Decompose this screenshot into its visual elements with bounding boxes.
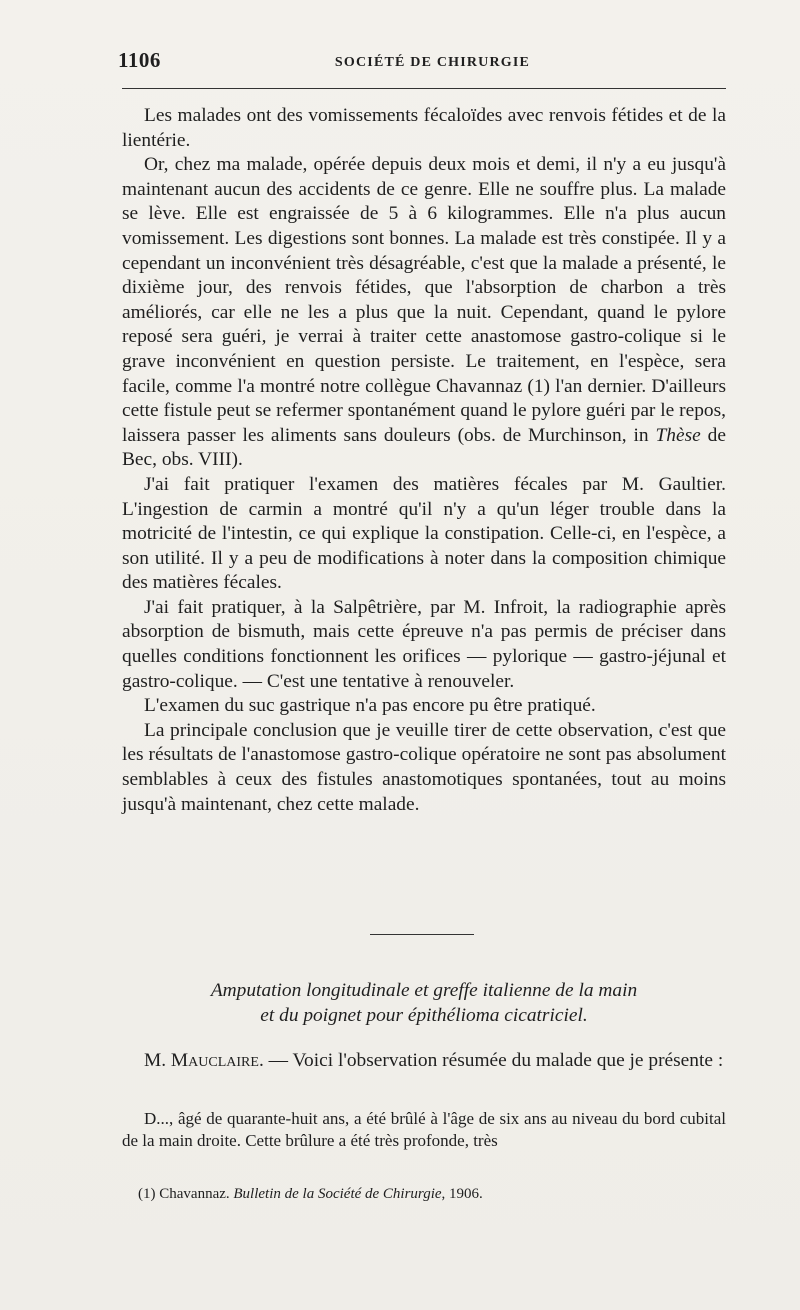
footnote-author: Chavannaz. [159,1186,230,1202]
paragraph-2 [122,153,726,473]
footnote-marker: (1) [138,1186,156,1202]
section-title-line-2: et du poignet pour épithélioma cicatriciel. [260,1005,588,1026]
paragraph-1: Les malades ont des vomissements fécaloïdes avec renvois fétides et de la lientérie. [122,105,726,151]
author-name: M. Mauclaire. [144,1050,264,1071]
page-header [110,46,725,76]
paragraph-5: L'examen du suc gastrique n'a pas encore pu être pratiqué. [144,695,596,717]
paragraph-2-italic: Thèse [655,424,701,446]
section-title-line-1: Amputation longitudinale et greffe italienne de la main [210,980,638,1001]
section-title [122,978,726,1028]
running-head: SOCIÉTÉ DE CHIRURGIE [334,55,531,70]
paragraph-2-tail: de Bec, obs. VIII). [122,424,726,471]
footnote-source: Bulletin de la Société de Chirurgie [233,1186,442,1202]
observation-intro-text: — Voici l'observation résumée du malade que je présente : [263,1050,724,1071]
paragraph-3: J'ai fait pratiquer l'examen des matières fécales par M. Gaultier. L'ingestion de carmin a montré qu'il n'y a qu'un léger trouble dans la motricité de l'intestin, ce qui explique la constipation. Celle-ci, en l'espèce, a son utilité. Il y a peu de modifications à noter dans la composition chimique des matières fécales. [122,473,726,594]
body-text [122,104,726,817]
observation-text [122,1108,726,1152]
paragraph-6: La principale conclusion que je veuille tirer de cette observation, c'est que les résultats de l'anastomose gastro-colique opératoire ne sont pas absolument semblables à ceux des fistules anastomotiques spontanées, tout au moins jusqu'à maintenant, chez cette malade. [122,719,726,815]
observation-intro [122,1049,726,1074]
paragraph-4: J'ai fait pratiquer, à la Salpêtrière, par M. Infroit, la radiographie après absorption de bismuth, mais cette épreuve n'a pas permis de préciser dans quelles conditions fonctionnent les orifices — pylorique — gastro-jéjunal et gastro-colique. — C'est une tentative à renouveler. [122,596,726,692]
section-divider [370,934,474,935]
page-number: 1106 [118,48,161,72]
paragraph-2-text: Or, chez ma malade, opérée depuis deux mois et demi, il n'y a eu jusqu'à maintenant aucun des accidents de ce genre. Elle ne souffre plus. La malade se lève. Elle est engraissée de 5 à 6 kilogrammes. Elle n'a plus aucun vomissement. Les digestions sont bonnes. La malade est très constipée. Il y a cependant un inconvénient très désagréable, c'est que la malade a présenté, le dixième jour, des renvois fétides, que l'absorption de charbon a très améliorés, car elle ne les a plus que la nuit. Cependant, quand le pylore reposé sera guéri, je verrai à traiter cette anastomose gastro-colique si le grave inconvénient en question persiste. Le traitement, en l'espèce, sera facile, comme l'a montré notre collègue Chavannaz (1) l'an dernier. D'ailleurs cette fistule peut se refermer spontanément quand le pylore guéri par le repos, laissera passer les aliments sans douleurs (obs. de Murchinson, in [122,154,726,446]
footnote-year: , 1906. [441,1186,483,1202]
header-rule [122,88,726,89]
observation-text-content: D..., âgé de quarante-huit ans, a été brûlé à l'âge de six ans au niveau du bord cubital de la main droite. Cette brûlure a été très profonde, très [122,1109,726,1150]
footnote [138,1184,726,1204]
